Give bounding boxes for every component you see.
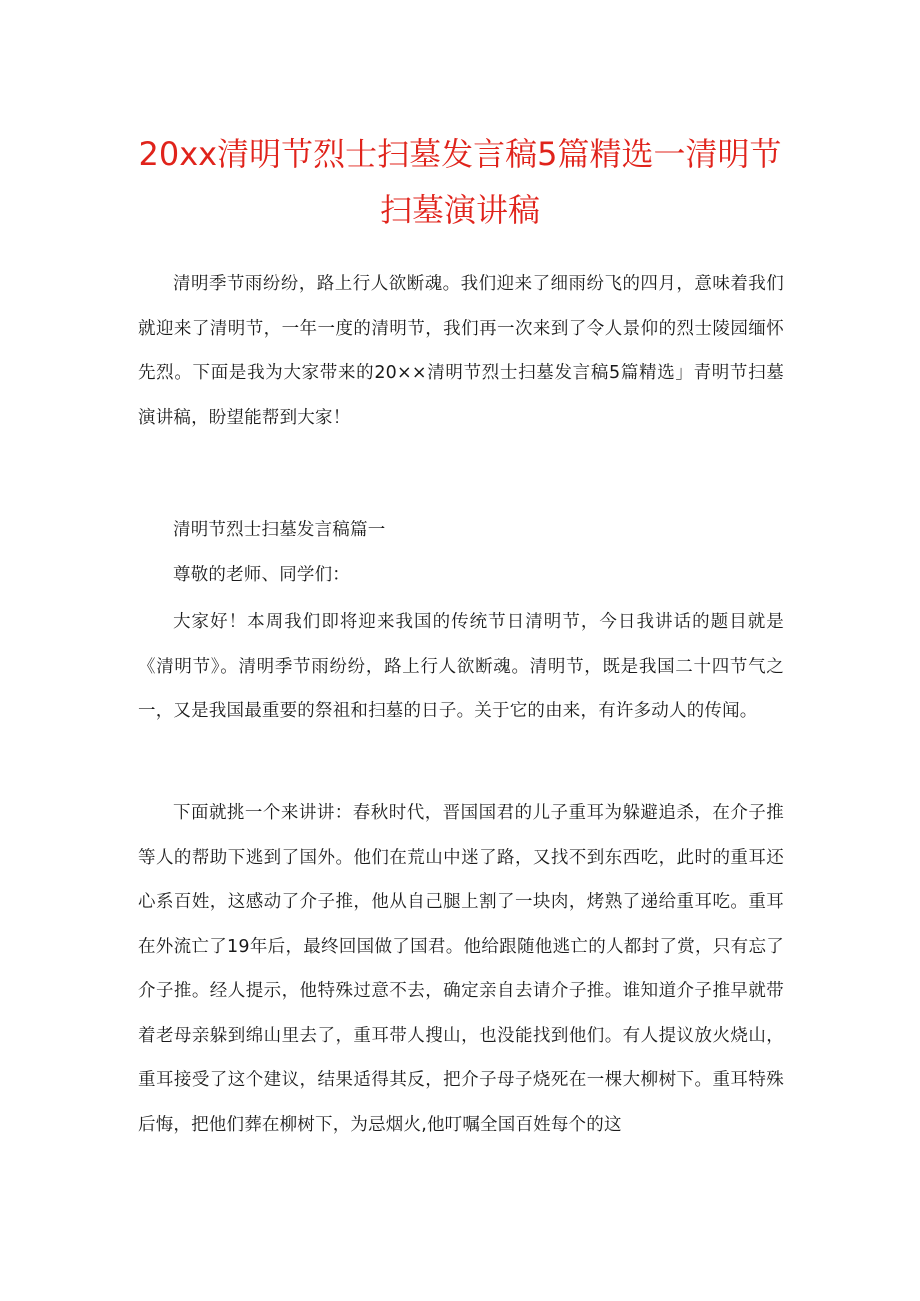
body-paragraph: 大家好！本周我们即将迎来我国的传统节日清明节，今日我讲话的题目就是《清明节》。清明季节雨纷纷，路上行人欲断魂。清明节，既是我国二十四节气之一，又是我国最重要的祭祖和扫墓的日子。关于它的由来，有许多动人的传闻。 — [138, 612, 784, 721]
body-paragraph: 下面就挑一个来讲讲：春秋时代，晋国国君的儿子重耳为躲避追杀，在介子推等人的帮助下逃到了国外。他们在荒山中迷了路，又找不到东西吃，此时的重耳还心系百姓，这感动了介子推，他从自己腿上割了一块肉，烤熟了递给重耳吃。重耳在外流亡了19年后，最终回国做了国君。他给跟随他逃亡的人都封了赏，只有忘了介子推。经人提示，他特殊过意不去，确定亲自去请介子推。谁知道介子推早就带着老母亲躲到绵山里去了，重耳带人搜山，也没能找到他们。有人提议放火烧山，重耳接受了这个建议，结果适得其反，把介子母子烧死在一棵大柳树下。重耳特殊后悔，把他们葬在柳树下，为忌烟火,他叮嘱全国百姓每个的这 — [138, 803, 784, 1135]
salutation: 尊敬的老师、同学们： — [173, 565, 350, 585]
document-title: 20xx清明节烈士扫墓发言稿5篇精选一清明节扫墓演讲稿 — [138, 135, 782, 229]
intro-paragraph: 清明季节雨纷纷，路上行人欲断魂。我们迎来了细雨纷飞的四月，意味着我们就迎来了清明节，一年一度的清明节，我们再一次来到了令人景仰的烈士陵园缅怀先烈。下面是我为大家带来的20××清明节烈士扫墓发言稿5篇精选」青明节扫墓演讲稿，盼望能帮到大家！ — [138, 274, 784, 428]
section-heading: 清明节烈士扫墓发言稿篇一 — [173, 520, 386, 540]
